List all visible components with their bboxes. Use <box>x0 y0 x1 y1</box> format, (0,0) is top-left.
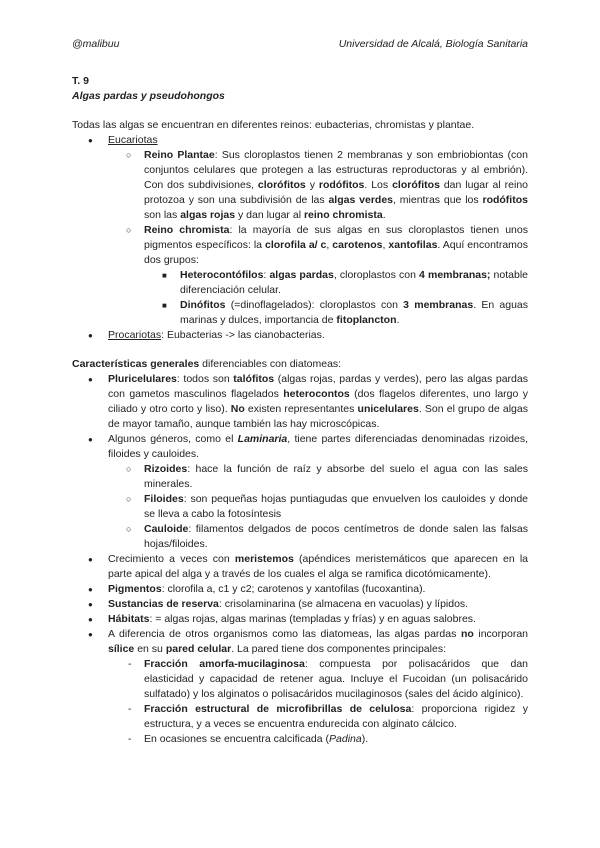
text: (apéndices meristemáticos que aparecen en la parte apical del alga y a través de los cuales el alga se ramifica dicotómicamente). <box>108 553 529 580</box>
university-label: Universidad de Alcalá, Biología Sanitaria <box>338 38 528 50</box>
text: , mientras que los <box>393 194 483 206</box>
term: pared celular <box>165 643 232 655</box>
list-item-plantae <box>108 148 528 223</box>
term: Pluricelulares <box>108 373 177 385</box>
term: talófitos <box>233 373 275 385</box>
text: (algas rojas, pardas y verdes), pero las algas pardas con gametos masculinos flagelados <box>108 373 528 400</box>
text: : crisolaminarina (se almacena en vacuolas) y lípidos. <box>218 598 469 610</box>
text: : Sus cloroplastos tienen 2 membranas y son embriobiontas (con conjuntos celulares que protegen a las estructuras reproductoras y al embrión). Con dos subdivisiones, <box>144 149 528 191</box>
term: clorófitos <box>257 179 306 191</box>
list-item-pigmentos <box>72 582 528 597</box>
term: clorófitos <box>392 179 440 191</box>
term: rodófitos <box>482 194 528 206</box>
term: unicelulares <box>357 403 419 415</box>
list-item-pared <box>72 627 528 747</box>
list-item-filoides <box>108 492 528 522</box>
term: heterocontos <box>283 388 350 400</box>
list-item-dinofitos <box>144 298 528 328</box>
chromista-sublist <box>144 268 528 328</box>
text: . Son el grupo de algas de mayor tamaño, aunque también las hay microscópicas. <box>108 403 528 430</box>
document-body <box>72 74 528 747</box>
list-item-eucariotas <box>72 133 528 328</box>
text: Algunos géneros, como el <box>108 433 238 445</box>
term: 4 membranas; <box>419 269 491 281</box>
term: meristemos <box>234 553 294 565</box>
text: , tiene partes diferenciadas denominadas rizoides, filoides y cauloides. <box>108 433 529 460</box>
term: Fracción estructural de microfibrillas de celulosa <box>144 703 412 715</box>
list-item-fibrillas <box>108 702 528 732</box>
eucariotas-label: Eucariotas <box>108 134 158 146</box>
text: . La pared tiene dos componentes principales: <box>231 643 446 655</box>
list-item-procariotas <box>72 328 528 343</box>
text: : = algas rojas, algas marinas (templadas y frías) y en aguas salobres. <box>149 613 476 625</box>
text: ). <box>361 733 369 745</box>
text: : <box>263 269 270 281</box>
term: algas verdes <box>328 194 394 206</box>
text: y <box>305 179 319 191</box>
term: sílice <box>108 643 135 655</box>
term: carotenos <box>332 239 383 251</box>
term: Hábitats <box>108 613 150 625</box>
heading-bold: Características generales <box>72 358 200 370</box>
list-item-cauloide <box>108 522 528 552</box>
page-header <box>72 38 528 50</box>
term: 3 membranas <box>403 299 474 311</box>
term: No <box>230 403 245 415</box>
text: Crecimiento a veces con <box>108 553 235 565</box>
kingdoms-list <box>72 133 528 343</box>
topic-number: T. 9 <box>72 75 89 87</box>
text: . <box>396 314 400 326</box>
list-item-calcificada <box>108 732 528 747</box>
term: algas pardas <box>269 269 334 281</box>
text: , cloroplastos con <box>333 269 420 281</box>
text: existen representantes <box>244 403 358 415</box>
term-chromista: Reino chromista <box>144 224 230 236</box>
characteristics-heading <box>72 357 528 372</box>
list-item-pluricelulares <box>72 372 528 432</box>
text: : filamentos delgados de pocos centímetros de donde salen las falsas hojas/filoides. <box>144 523 528 550</box>
term: Pigmentos <box>108 583 162 595</box>
list-item-amorfa <box>108 657 528 702</box>
term: Padina <box>329 733 362 745</box>
term: rodófitos <box>318 179 365 191</box>
text: A diferencia de otros organismos como las diatomeas, las algas pardas <box>108 628 461 640</box>
text: en su <box>134 643 166 655</box>
text: . <box>382 209 386 221</box>
text: : son pequeñas hojas puntiagudas que envuelven los cauloides y donde se lleva a cabo la fotosíntesis <box>144 493 528 520</box>
text: , <box>382 239 389 251</box>
term: Rizoides <box>144 463 188 475</box>
list-item-laminaria <box>72 432 528 552</box>
term: xantofilas <box>388 239 438 251</box>
text: : clorofila a, c1 y c2; carotenos y xantofilas (fucoxantina). <box>161 583 426 595</box>
list-item-rizoides <box>108 462 528 492</box>
term: Fracción amorfa-mucilaginosa <box>144 658 305 670</box>
text: son las <box>144 209 181 221</box>
text: (dos flagelos diferentes, uno largo y ciliado y otro corto y liso). <box>108 388 528 415</box>
author-handle: @malibuu <box>72 38 120 50</box>
term: reino chromista <box>303 209 383 221</box>
text: y dan lugar al <box>235 209 304 221</box>
text: . Aquí encontramos dos grupos: <box>144 239 528 266</box>
text: : Eubacterias -> las cianobacterias. <box>161 329 325 341</box>
list-item-chromista <box>108 223 528 328</box>
list-item-crecimiento <box>72 552 528 582</box>
term: Laminaria <box>237 433 288 445</box>
text: : hace la función de raíz y absorbe del suelo el agua con las sales minerales. <box>144 463 528 490</box>
term: Cauloide <box>144 523 189 535</box>
text: (=dinoflagelados): cloroplastos con <box>225 299 404 311</box>
text: dan lugar al reino protozoa y son una subdivisión de las <box>144 179 529 206</box>
text: diferenciables con diatomeas: <box>199 358 342 370</box>
term: no <box>460 628 474 640</box>
text: . En aguas marinas y dulces, importancia de <box>180 299 529 326</box>
text: : compuesta por polisacáridos que dan elasticidad y capacidad de retener agua. Incluye el Fucoidan (un polisacárido sulfatado) y los alginatos o polisacáridos mucilaginosos (sales del ácido algínico). <box>144 658 528 700</box>
text: incorporan <box>473 628 528 640</box>
parts-sublist <box>108 462 528 552</box>
text: , <box>326 239 333 251</box>
topic-title: Algas pardas y pseudohongos <box>72 90 225 102</box>
procariotas-label: Procariotas <box>108 329 162 341</box>
term-plantae: Reino Plantae <box>144 149 215 161</box>
intro-paragraph: Todas las algas se encuentran en diferentes reinos: eubacterias, chromistas y plantae. <box>72 119 475 131</box>
term: clorofila a/ c <box>265 239 327 251</box>
term: Sustancias de reserva <box>108 598 219 610</box>
text: : proporciona rigidez y estructura, y a veces se encuentra endurecida con alginato cálcico. <box>144 703 528 730</box>
list-item-heterocontofilos <box>144 268 528 298</box>
characteristics-list <box>72 372 528 747</box>
list-item-reserva <box>72 597 528 612</box>
term: fitoplancton <box>336 314 397 326</box>
text: : todos son <box>176 373 234 385</box>
eucariotas-sublist <box>108 148 528 328</box>
term: algas rojas <box>180 209 236 221</box>
term: Filoides <box>144 493 184 505</box>
text: : la mayoría de sus algas en sus cloroplastos tienen unos pigmentos específicos: la <box>144 224 528 251</box>
wall-components-list <box>108 657 528 747</box>
text: En ocasiones se encuentra calcificada ( <box>144 733 330 745</box>
list-item-habitats <box>72 612 528 627</box>
text: notable diferenciación celular. <box>180 269 528 296</box>
term: Heterocontófilos <box>180 269 264 281</box>
text: . Los <box>364 179 393 191</box>
term: Dinófitos <box>180 299 226 311</box>
